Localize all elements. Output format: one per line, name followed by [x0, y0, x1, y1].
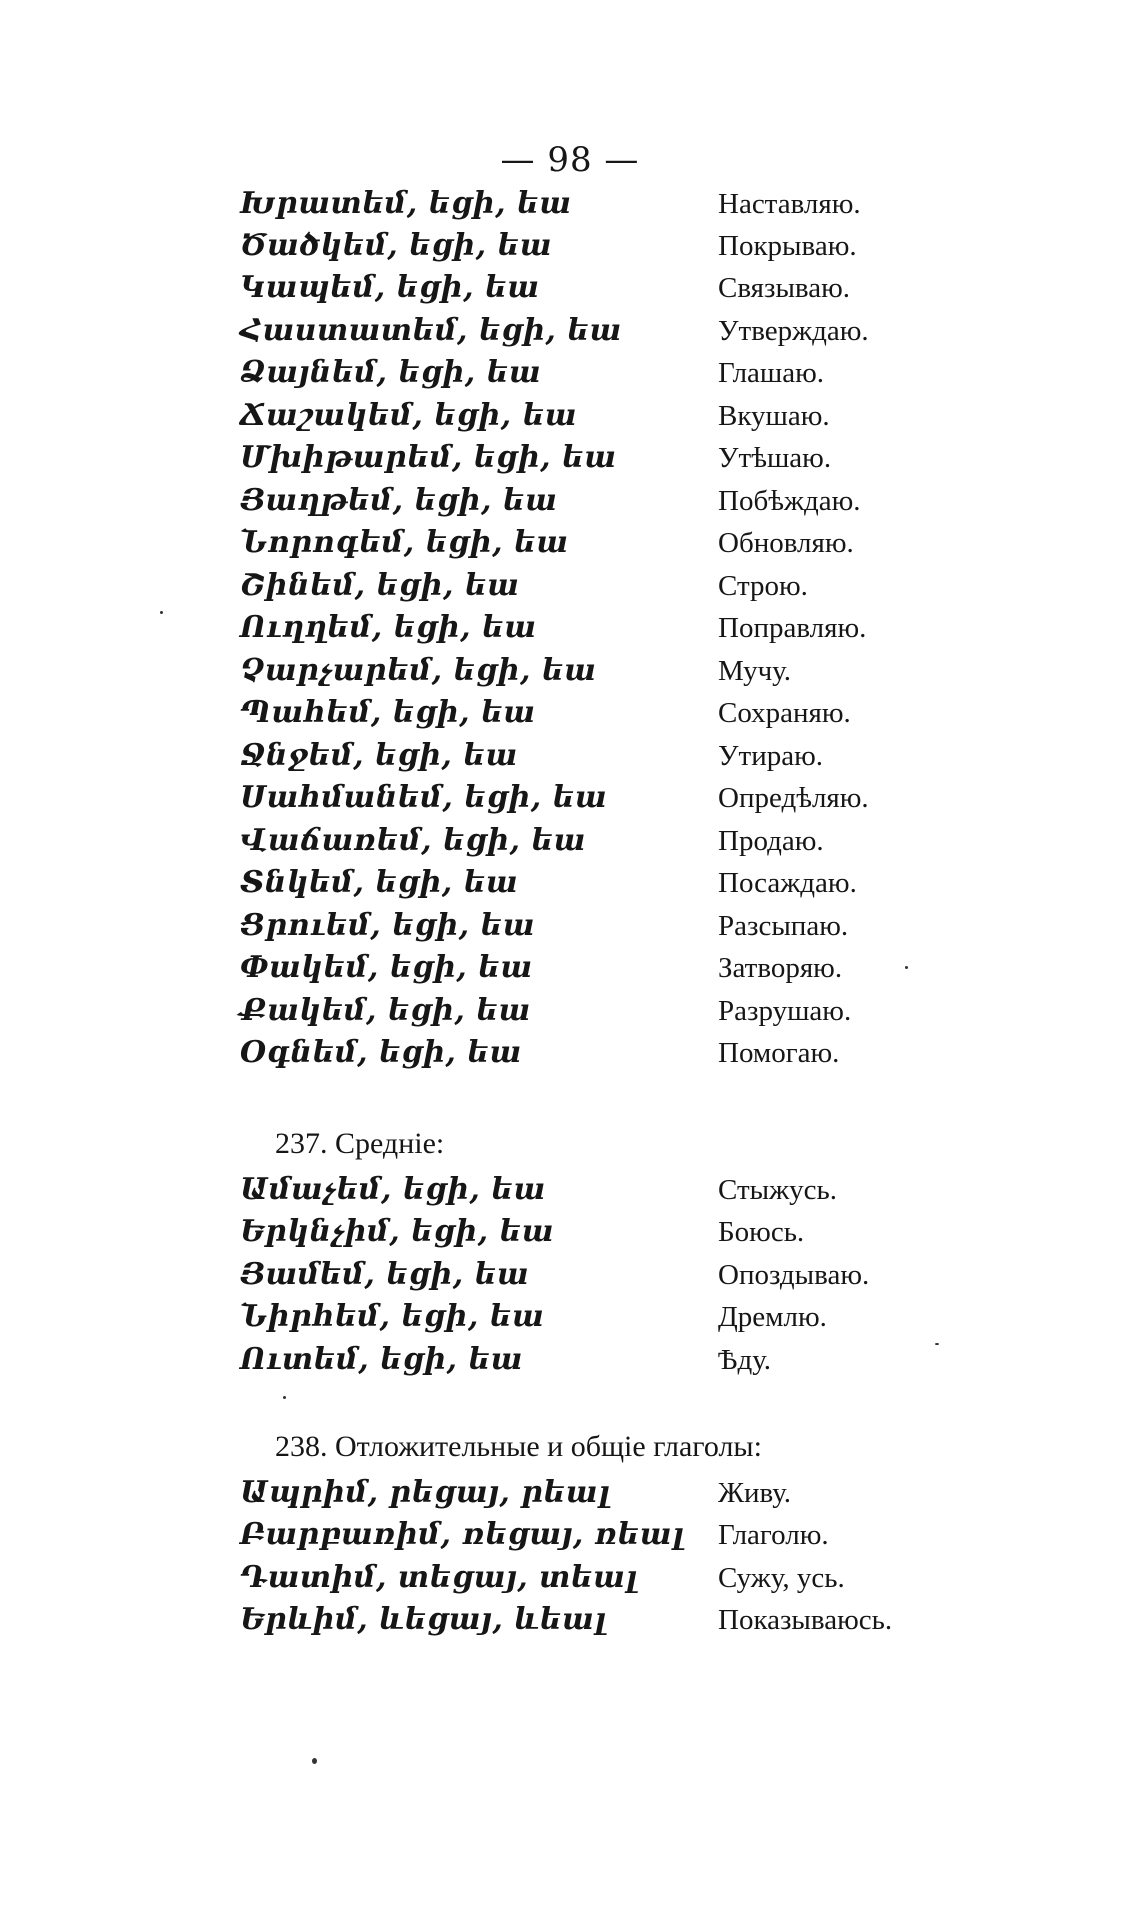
list-item: [0, 483, 1140, 523]
list-item: [0, 440, 1140, 480]
russian-translation: Мучу.: [718, 655, 791, 687]
russian-translation: Связываю.: [718, 272, 851, 304]
russian-translation: Поправляю.: [718, 612, 867, 644]
list-item: [0, 823, 1140, 863]
russian-translation: Утираю.: [718, 740, 824, 772]
list-item: [0, 1257, 1140, 1297]
armenian-verb: Խրատեմ, եցի, եա: [240, 186, 572, 221]
armenian-verb: Մխիթարեմ, եցի, եա: [240, 440, 617, 475]
list-item: [0, 780, 1140, 820]
armenian-verb: Ջնջեմ, եցի, եա: [240, 738, 518, 773]
list-item: [0, 1560, 1140, 1600]
print-speck: [935, 1343, 939, 1345]
russian-translation: Сохраняю.: [718, 697, 851, 729]
armenian-verb: Օգնեմ, եցի, եա: [240, 1035, 522, 1070]
armenian-verb: Ձայնեմ, եցի, եա: [240, 355, 542, 390]
armenian-verb: Ուղղեմ, եցի, եա: [240, 610, 537, 645]
list-item: [0, 1299, 1140, 1339]
russian-translation: Затворяю.: [718, 952, 843, 984]
russian-translation: Посаждаю.: [718, 867, 857, 899]
armenian-verb: Պահեմ, եցի, եա: [240, 695, 536, 730]
russian-translation: Утверждаю.: [718, 315, 869, 347]
print-speck: [283, 1396, 286, 1399]
list-item: [0, 186, 1140, 226]
russian-translation: Разрушаю.: [718, 995, 852, 1027]
armenian-verb: Շինեմ, եցի, եա: [240, 568, 520, 603]
list-item: [0, 1517, 1140, 1557]
russian-translation: Помогаю.: [718, 1037, 840, 1069]
armenian-verb: Ամաչեմ, եցի, եա: [240, 1172, 546, 1207]
armenian-verb: Դատիմ, տեցայ, տեալ: [240, 1560, 638, 1595]
list-item: [0, 355, 1140, 395]
armenian-verb: Նիրհեմ, եցի, եա: [240, 1299, 545, 1334]
list-item: [0, 568, 1140, 608]
list-item: [0, 1342, 1140, 1382]
russian-translation: Разсыпаю.: [718, 910, 849, 942]
armenian-verb: Բարբառիմ, ռեցայ, ռեալ: [240, 1517, 685, 1552]
russian-translation: Ѣду.: [718, 1344, 772, 1376]
print-speck: [905, 966, 908, 969]
list-item: [0, 525, 1140, 565]
list-item: [0, 908, 1140, 948]
russian-translation: Побѣждаю.: [718, 485, 861, 517]
russian-translation: Обновляю.: [718, 527, 854, 559]
print-speck: [312, 1758, 317, 1764]
russian-translation: Утѣшаю.: [718, 442, 832, 474]
armenian-verb: Վաճառեմ, եցի, եա: [240, 823, 586, 858]
armenian-verb: Սահմանեմ, եցի, եա: [240, 780, 608, 815]
list-item: [0, 1214, 1140, 1254]
russian-translation: Сужу, усь.: [718, 1562, 845, 1594]
russian-translation: Строю.: [718, 570, 808, 602]
page-number: — 98 —: [500, 140, 640, 180]
russian-translation: Продаю.: [718, 825, 824, 857]
list-item: [0, 1475, 1140, 1515]
armenian-verb: Տնկեմ, եցի, եա: [240, 865, 519, 900]
armenian-verb: Ծածկեմ, եցի, եա: [240, 228, 552, 263]
russian-translation: Наставляю.: [718, 188, 861, 220]
list-item: [0, 398, 1140, 438]
armenian-verb: Կապեմ, եցի, եա: [240, 270, 540, 305]
list-item: [0, 950, 1140, 990]
russian-translation: Дремлю.: [718, 1301, 827, 1333]
armenian-verb: Ճաշակեմ, եցի, եա: [240, 398, 578, 433]
armenian-verb: Հաստատեմ, եցի, եա: [240, 313, 622, 348]
section-heading: 237. Средніе:: [275, 1127, 445, 1160]
list-item: [0, 610, 1140, 650]
armenian-verb: Երևիմ, ևեցայ, ևեալ: [240, 1602, 607, 1637]
list-item: [0, 738, 1140, 778]
print-speck: [160, 611, 163, 614]
russian-translation: Опредѣляю.: [718, 782, 869, 814]
list-item: [0, 1602, 1140, 1642]
russian-translation: Живу.: [718, 1477, 792, 1509]
armenian-verb: Յաղթեմ, եցի, եա: [240, 483, 558, 518]
russian-translation: Глашаю.: [718, 357, 825, 389]
list-item: [0, 1172, 1140, 1212]
russian-translation: Показываюсь.: [718, 1604, 893, 1636]
russian-translation: Глаголю.: [718, 1519, 829, 1551]
list-item: [0, 993, 1140, 1033]
russian-translation: Стыжусь.: [718, 1174, 838, 1206]
armenian-verb: Նորոգեմ, եցի, եա: [240, 525, 569, 560]
armenian-verb: Փակեմ, եցի, եա: [240, 950, 533, 985]
list-item: [0, 695, 1140, 735]
russian-translation: Опоздываю.: [718, 1259, 870, 1291]
list-item: [0, 228, 1140, 268]
russian-translation: Покрываю.: [718, 230, 857, 262]
armenian-verb: Ցրուեմ, եցի, եա: [240, 908, 536, 943]
armenian-verb: Յամեմ, եցի, եա: [240, 1257, 530, 1292]
armenian-verb: Երկնչիմ, եցի, եա: [240, 1214, 554, 1249]
russian-translation: Вкушаю.: [718, 400, 830, 432]
armenian-verb: Չարչարեմ, եցի, եա: [240, 653, 597, 688]
armenian-verb: Քակեմ, եցի, եա: [240, 993, 531, 1028]
list-item: [0, 270, 1140, 310]
list-item: [0, 865, 1140, 905]
russian-translation: Боюсь.: [718, 1216, 805, 1248]
armenian-verb: Ուտեմ, եցի, եա: [240, 1342, 523, 1377]
list-item: [0, 313, 1140, 353]
section-heading: 238. Отложительные и общіе глаголы:: [275, 1430, 762, 1463]
armenian-verb: Ապրիմ, րեցայ, րեալ: [240, 1475, 611, 1510]
list-item: [0, 653, 1140, 693]
list-item: [0, 1035, 1140, 1075]
